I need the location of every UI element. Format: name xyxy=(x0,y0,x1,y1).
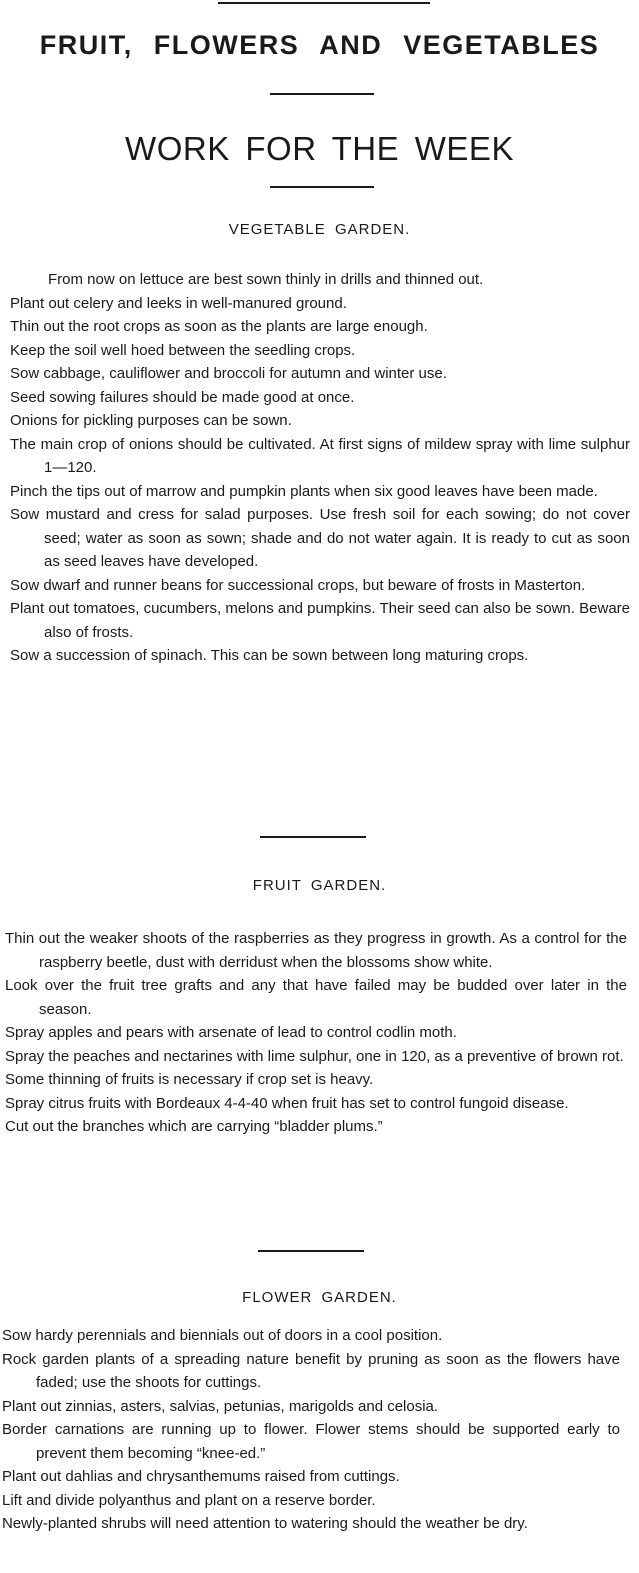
list-item: Cut out the branches which are carrying “bladder plums.” xyxy=(5,1118,383,1135)
list-item: Plant out zinnias, asters, salvias, petunias, marigolds and celosia. xyxy=(2,1397,439,1415)
list-item: Thin out the root crops as soon as the plants are large enough. xyxy=(10,318,428,335)
section-divider xyxy=(260,836,366,838)
page-subtitle: WORK FOR THE WEEK xyxy=(125,130,514,167)
section-heading-fruit: FRUIT GARDEN. xyxy=(252,877,387,894)
list-item: Spray citrus fruits with Bordeaux 4-4-40 when fruit has set to control fungoid disease. xyxy=(5,1094,569,1112)
list-item: Plant out celery and leeks in well-manured ground. xyxy=(10,294,347,312)
vegetable-list xyxy=(10,268,630,668)
list-item: The main crop of onions should be cultivated. At first signs of mildew spray with lime sulphur 1—120. xyxy=(10,435,630,476)
fruit-list xyxy=(5,927,627,1139)
section-heading-vegetable: VEGETABLE GARDEN. xyxy=(228,221,411,238)
list-item: Pinch the tips out of marrow and pumpkin plants when six good leaves have been made. xyxy=(10,482,598,500)
list-item: Newly-planted shrubs will need attention to watering should the weather be dry. xyxy=(2,1515,528,1532)
subtitle-divider xyxy=(270,186,374,188)
list-item: Plant out tomatoes, cucumbers, melons and pumpkins. Their seed can also be sown. Beware also of frosts. xyxy=(10,600,630,641)
list-item: Look over the fruit tree grafts and any that have failed may be budded over later in the season. xyxy=(5,977,627,1018)
list-item: Seed sowing failures should be made good at once. xyxy=(10,388,355,406)
list-item: Sow a succession of spinach. This can be sown between long maturing crops. xyxy=(10,647,529,664)
list-item: Plant out dahlias and chrysanthemums raised from cuttings. xyxy=(2,1468,400,1485)
list-item: Spray the peaches and nectarines with lime sulphur, one in 120, as a preventive of brown rot. xyxy=(5,1047,624,1065)
title-divider xyxy=(270,93,374,95)
list-item: Rock garden plants of a spreading nature benefit by pruning as soon as the flowers have faded; use the shoots for cuttings. xyxy=(2,1350,620,1391)
list-item: Some thinning of fruits is necessary if crop set is heavy. xyxy=(5,1071,374,1088)
list-item: Thin out the weaker shoots of the raspberries as they progress in growth. As a control for the raspberry beetle, dust with derridust when the blossoms show white. xyxy=(5,930,627,971)
section-divider xyxy=(258,1250,364,1252)
section-heading-flower: FLOWER GARDEN. xyxy=(242,1289,397,1306)
list-item: Lift and divide polyanthus and plant on a reserve border. xyxy=(2,1491,376,1509)
list-item: Keep the soil well hoed between the seedling crops. xyxy=(10,341,356,359)
list-item: Sow cabbage, cauliflower and broccoli for autumn and winter use. xyxy=(10,365,447,382)
list-item: Sow hardy perennials and biennials out of doors in a cool position. xyxy=(2,1327,443,1344)
top-rule xyxy=(218,2,430,4)
list-item: Sow dwarf and runner beans for successional crops, but beware of frosts in Masterton. xyxy=(10,576,586,594)
page-title: FRUIT, FLOWERS AND VEGETABLES xyxy=(39,30,600,60)
list-item: Sow mustard and cress for salad purposes. Use fresh soil for each sowing; do not cover seed; water as soon as sown; shade and do not water again. It is ready to cut as soon as seed leaves have developed. xyxy=(10,506,630,570)
list-item: Onions for pickling purposes can be sown. xyxy=(10,412,292,429)
flower-list xyxy=(2,1324,620,1536)
list-item: From now on lettuce are best sown thinly in drills and thinned out. xyxy=(48,271,484,288)
list-item: Border carnations are running up to flower. Flower stems should be supported early to prevent them becoming “knee-ed.” xyxy=(2,1421,620,1462)
list-item: Spray apples and pears with arsenate of lead to control codlin moth. xyxy=(5,1024,457,1041)
